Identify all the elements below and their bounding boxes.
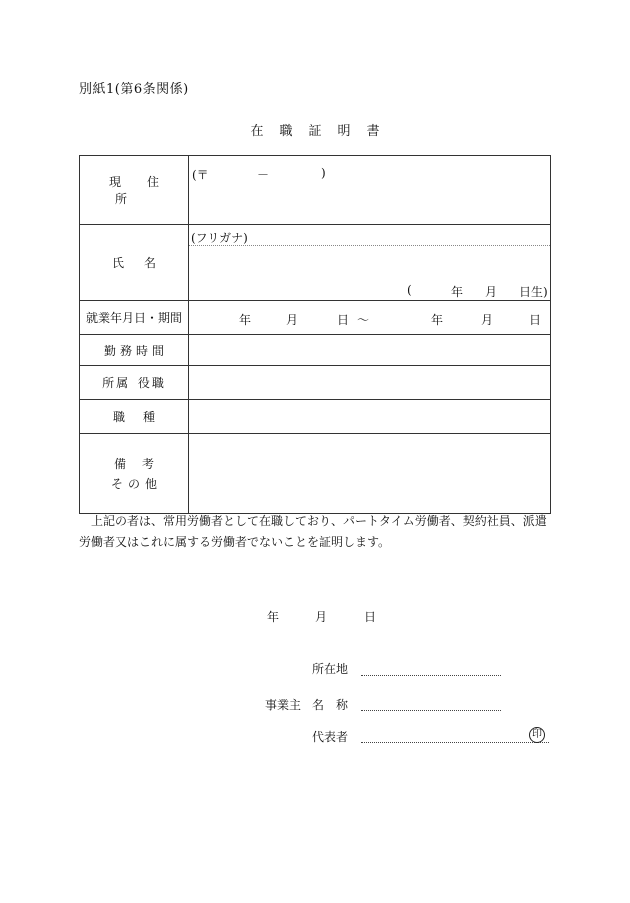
company-name-line[interactable] <box>361 709 501 711</box>
job-field[interactable] <box>189 400 551 434</box>
period-label-cell <box>80 301 189 335</box>
representative-label: 代表者 <box>312 730 349 744</box>
address-row <box>80 156 551 225</box>
job-row <box>80 400 551 434</box>
hours-label: 勤務時間 <box>103 343 168 358</box>
date-year: 年 <box>267 610 280 624</box>
end-month: 月 <box>481 313 494 327</box>
start-month: 月 <box>286 313 299 327</box>
period-label: 就業年月日・期間 <box>85 311 182 325</box>
job-label: 職種 <box>112 410 173 424</box>
birth-day: 日生) <box>519 285 548 299</box>
name-label-cell <box>80 225 189 301</box>
document-title: 在職証明書 <box>250 124 396 139</box>
other-label: その他 <box>110 476 162 491</box>
dept-row <box>80 366 551 400</box>
birth-open: ( <box>407 283 412 297</box>
dept-field[interactable] <box>189 366 551 400</box>
birth-year: 年 <box>451 285 464 299</box>
certification-statement: 上記の者は、常用労働者として在職しており、パートタイム労働者、契約社員、派遣労働者又はこれに属する労働者でないことを証明します。 <box>79 514 547 549</box>
period-tilde: ～ <box>357 313 370 327</box>
name-row <box>80 225 551 301</box>
certificate-form-table <box>79 155 551 514</box>
postal-close: ) <box>321 166 326 180</box>
postal-open: (〒 <box>192 168 209 182</box>
remarks-label: 備考 <box>113 456 170 471</box>
dept-label-cell <box>80 366 189 400</box>
dept-label: 所属 <box>102 376 131 390</box>
location-label: 所在地 <box>312 662 349 676</box>
date-month: 月 <box>315 610 328 624</box>
hours-label-cell <box>80 335 189 366</box>
start-day: 日 <box>337 313 350 327</box>
postal-dash: － <box>257 168 270 182</box>
company-name-label: 名称 <box>312 698 361 712</box>
end-year: 年 <box>431 313 444 327</box>
end-day: 日 <box>529 313 542 327</box>
role-label: 役職 <box>137 376 166 390</box>
document-reference: 別紙1(第6条関係) <box>79 82 189 97</box>
hours-row <box>80 335 551 366</box>
period-field[interactable] <box>189 301 551 335</box>
address-field[interactable] <box>189 156 551 225</box>
furigana-label: (フリガナ) <box>191 231 248 245</box>
birth-month: 月 <box>485 285 498 299</box>
representative-line[interactable] <box>361 741 549 743</box>
job-label-cell <box>80 400 189 434</box>
employer-label: 事業主 <box>265 698 302 712</box>
date-day: 日 <box>364 610 377 624</box>
remarks-label-cell <box>80 434 189 514</box>
start-year: 年 <box>239 313 252 327</box>
period-row <box>80 301 551 335</box>
name-field[interactable] <box>189 225 551 301</box>
name-label: 氏名 <box>111 256 176 270</box>
location-line[interactable] <box>361 674 501 676</box>
seal-mark: 印 <box>529 727 545 743</box>
remarks-field[interactable] <box>189 434 551 514</box>
address-label-cell <box>80 156 189 225</box>
address-label: 現住所 <box>108 175 185 206</box>
hours-field[interactable] <box>189 335 551 366</box>
furigana-line[interactable] <box>189 225 550 246</box>
remarks-row <box>80 434 551 514</box>
